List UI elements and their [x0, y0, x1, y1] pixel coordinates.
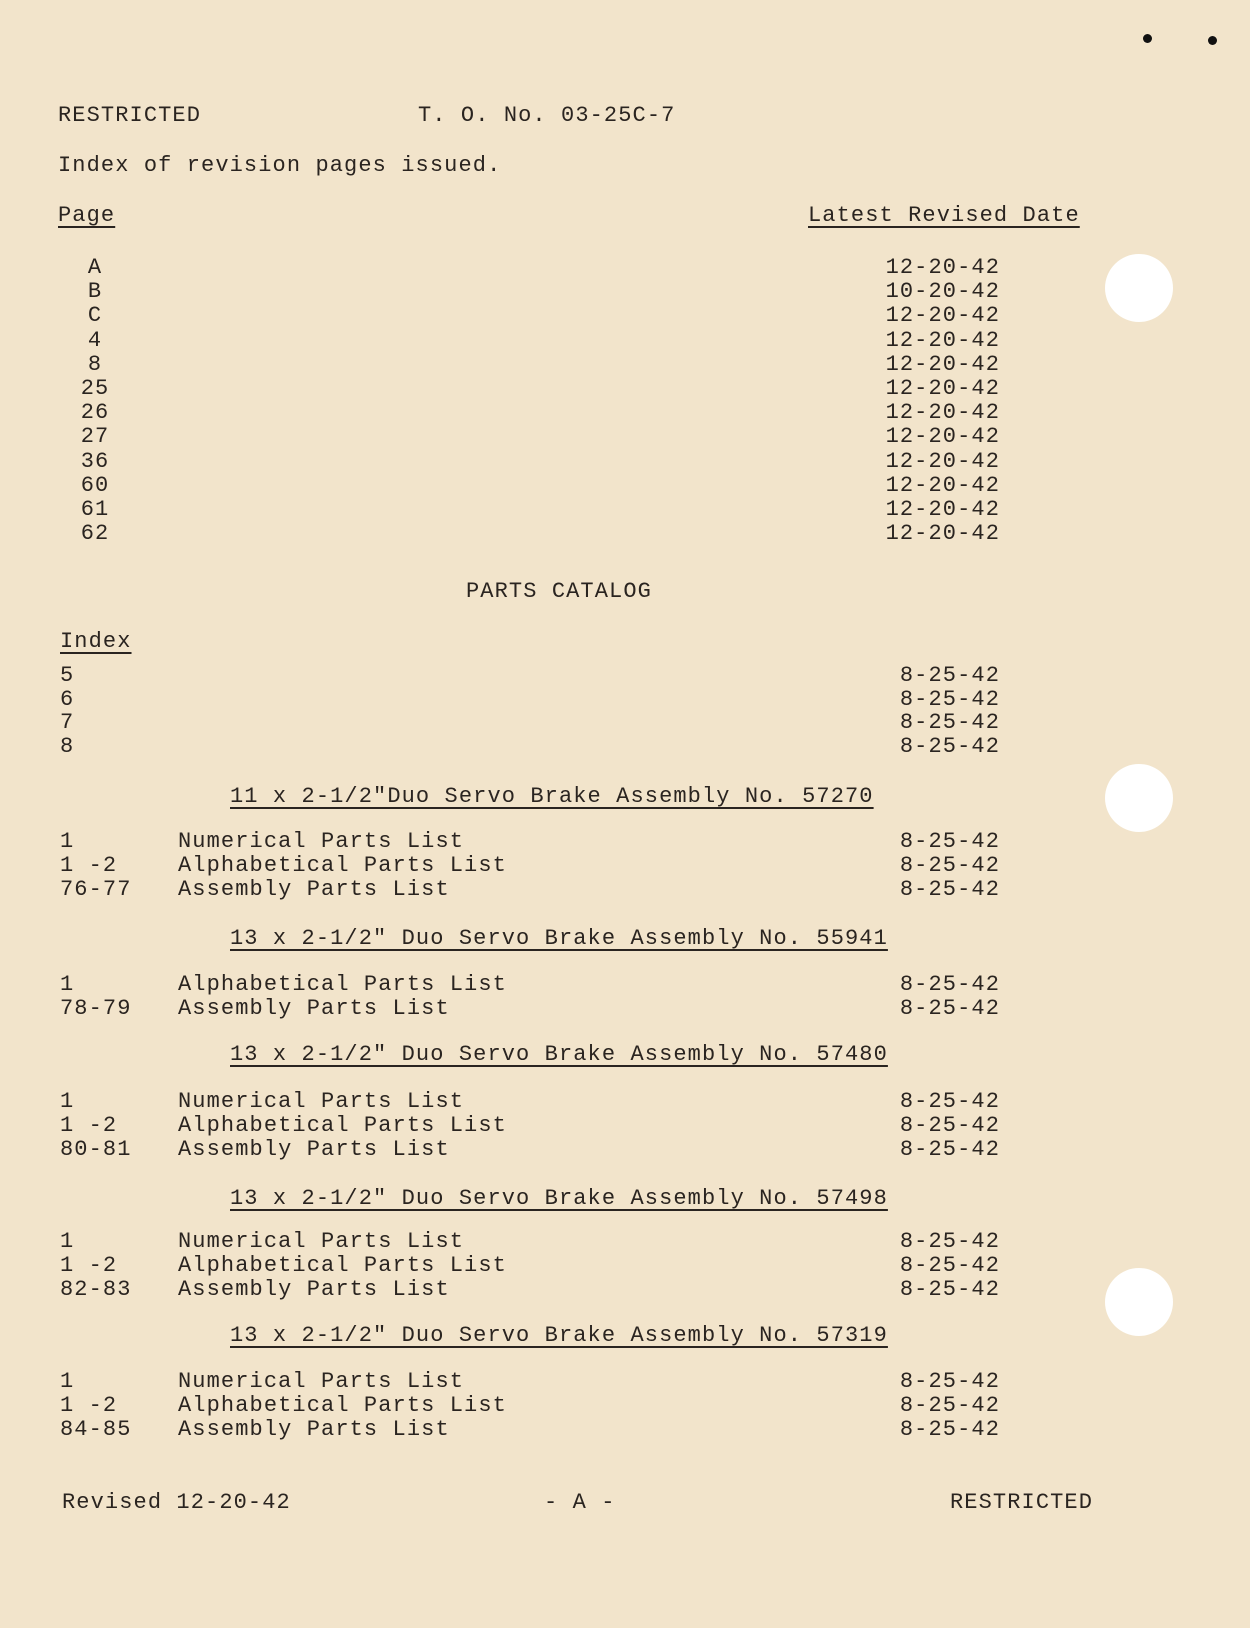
intro-text: Index of revision pages issued.	[58, 153, 502, 178]
index-date: 8-25-42	[899, 686, 1000, 712]
revision-date: 12-20-42	[885, 255, 1000, 280]
revision-page: A	[87, 255, 103, 280]
parts-catalog-title: PARTS CATALOG	[466, 579, 652, 604]
revision-date: 12-20-42	[885, 497, 1000, 522]
row-date: 8-25-42	[899, 1113, 1000, 1138]
row-description: Assembly Parts List	[178, 1137, 450, 1162]
revision-page: 27	[80, 424, 110, 450]
row-page: 1 -2	[60, 1253, 118, 1278]
revision-date: 12-20-42	[885, 303, 1000, 329]
row-description: Numerical Parts List	[178, 1369, 465, 1394]
row-date: 8-25-42	[899, 853, 1000, 878]
row-page: 1	[60, 829, 75, 854]
row-description: Numerical Parts List	[178, 1229, 465, 1254]
revision-page: 26	[80, 400, 110, 426]
row-date: 8-25-42	[899, 1393, 1000, 1418]
index-date: 8-25-42	[899, 733, 1000, 759]
binder-hole	[1105, 1268, 1173, 1336]
row-date: 8-25-42	[899, 1089, 1000, 1114]
section-heading: 11 x 2-1/2"Duo Servo Brake Assembly No. 57270	[230, 784, 874, 809]
row-page: 1 -2	[60, 1393, 118, 1418]
to-number: T. O. No. 03-25C-7	[418, 103, 676, 128]
row-description: Alphabetical Parts List	[178, 1253, 507, 1278]
index-number: 8	[60, 733, 75, 759]
revision-page: B	[87, 279, 103, 305]
revision-date: 12-20-42	[885, 521, 1000, 547]
col-date-header: Latest Revised Date	[808, 203, 1080, 228]
revision-date: 12-20-42	[885, 327, 1000, 353]
col-page-header: Page	[58, 203, 116, 228]
row-description: Numerical Parts List	[178, 829, 465, 854]
revision-page: 36	[80, 448, 110, 474]
row-date: 8-25-42	[899, 1277, 1000, 1302]
row-description: Assembly Parts List	[178, 877, 450, 902]
row-date: 8-25-42	[899, 1369, 1000, 1394]
revision-page: 25	[80, 376, 110, 401]
revision-date: 10-20-42	[885, 279, 1000, 305]
revision-date: 12-20-42	[885, 376, 1000, 401]
row-description: Assembly Parts List	[178, 1277, 450, 1302]
row-page: 84-85	[60, 1417, 132, 1442]
row-date: 8-25-42	[899, 1417, 1000, 1442]
section-heading: 13 x 2-1/2" Duo Servo Brake Assembly No. 55941	[230, 926, 888, 951]
row-page: 78-79	[60, 996, 132, 1021]
row-page: 1 -2	[60, 1113, 118, 1138]
row-description: Alphabetical Parts List	[178, 1113, 507, 1138]
row-page: 82-83	[60, 1277, 132, 1302]
index-date: 8-25-42	[899, 710, 1000, 735]
section-heading: 13 x 2-1/2" Duo Servo Brake Assembly No. 57480	[230, 1042, 888, 1067]
revision-page: 62	[80, 521, 110, 547]
row-description: Assembly Parts List	[178, 1417, 450, 1442]
index-number: 5	[60, 663, 75, 688]
index-number: 7	[60, 710, 75, 735]
row-description: Alphabetical Parts List	[178, 1393, 507, 1418]
row-description: Numerical Parts List	[178, 1089, 465, 1114]
index-header: Index	[60, 629, 132, 654]
row-date: 8-25-42	[899, 877, 1000, 902]
binder-hole	[1105, 254, 1173, 322]
revision-page: 8	[87, 351, 103, 377]
revision-page: 60	[80, 472, 110, 498]
row-description: Alphabetical Parts List	[178, 972, 507, 997]
revision-page: C	[87, 303, 103, 329]
row-description: Assembly Parts List	[178, 996, 450, 1021]
revision-date: 12-20-42	[885, 472, 1000, 498]
row-page: 76-77	[60, 877, 132, 902]
header-classification: RESTRICTED	[58, 103, 202, 128]
row-page: 1	[60, 972, 75, 997]
revision-page: 61	[80, 497, 110, 522]
index-date: 8-25-42	[899, 663, 1000, 688]
footer-classification: RESTRICTED	[950, 1490, 1094, 1515]
row-page: 1 -2	[60, 853, 118, 878]
row-date: 8-25-42	[899, 1253, 1000, 1278]
punch-mark	[1208, 36, 1217, 45]
revision-date: 12-20-42	[885, 448, 1000, 474]
revision-date: 12-20-42	[885, 351, 1000, 377]
row-page: 1	[60, 1089, 75, 1114]
revision-date: 12-20-42	[885, 400, 1000, 426]
section-heading: 13 x 2-1/2" Duo Servo Brake Assembly No. 57319	[230, 1323, 888, 1348]
row-date: 8-25-42	[899, 1137, 1000, 1162]
footer-revised: Revised 12-20-42	[62, 1490, 291, 1515]
row-page: 1	[60, 1229, 75, 1254]
footer-page: - A -	[544, 1490, 616, 1515]
row-date: 8-25-42	[899, 972, 1000, 997]
binder-hole	[1105, 764, 1173, 832]
row-description: Alphabetical Parts List	[178, 853, 507, 878]
punch-mark	[1143, 34, 1152, 43]
row-date: 8-25-42	[899, 996, 1000, 1021]
row-page: 1	[60, 1369, 75, 1394]
row-date: 8-25-42	[899, 1229, 1000, 1254]
revision-page: 4	[87, 327, 103, 353]
row-page: 80-81	[60, 1137, 132, 1162]
row-date: 8-25-42	[899, 829, 1000, 854]
index-number: 6	[60, 686, 75, 712]
revision-date: 12-20-42	[885, 424, 1000, 450]
section-heading: 13 x 2-1/2" Duo Servo Brake Assembly No. 57498	[230, 1186, 888, 1211]
